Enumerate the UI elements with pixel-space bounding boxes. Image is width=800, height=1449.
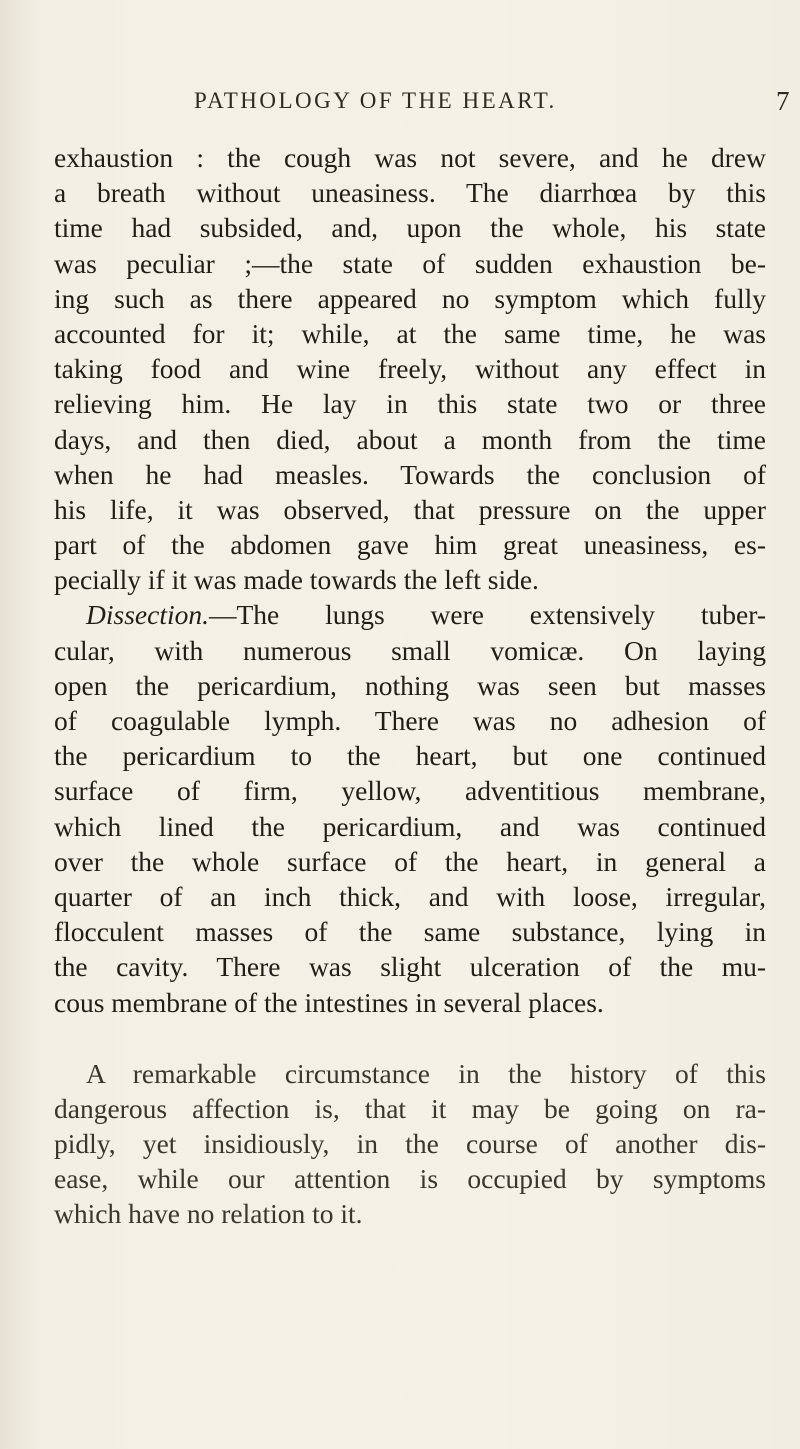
- text-line: when he had measles. Towards the conclusion of: [54, 458, 766, 490]
- text-line: which lined the pericardium, and was continued: [54, 810, 766, 842]
- text-line: quarter of an inch thick, and with loose, irregular,: [54, 880, 766, 912]
- text-line: cular, with numerous small vomicæ. On laying: [54, 634, 766, 666]
- text-line: A remarkable circumstance in the history of this: [86, 1057, 766, 1089]
- body-text: [54, 140, 766, 1232]
- text-line: was peculiar ;—the state of sudden exhaustion be-: [54, 247, 766, 279]
- text-line: days, and then died, about a month from the time: [54, 423, 766, 455]
- text-line: his life, it was observed, that pressure on the upper: [54, 493, 766, 525]
- text-line: ing such as there appeared no symptom which fully: [54, 282, 766, 314]
- text-line: part of the abdomen gave him great uneasiness, es-: [54, 529, 766, 561]
- text-line: open the pericardium, nothing was seen but masses: [54, 669, 766, 701]
- running-title: PATHOLOGY OF THE HEART.: [194, 88, 557, 113]
- text-line: of coagulable lymph. There was no adhesion of: [54, 705, 766, 736]
- text-line: over the whole surface of the heart, in general a: [54, 845, 766, 877]
- text-line: accounted for it; while, at the same time, he was: [54, 317, 766, 349]
- dissection-first-line: —The lungs were extensively tuber-: [208, 599, 766, 631]
- text-line: the cavity. There was slight ulceration of the mu-: [54, 951, 766, 983]
- text-line: flocculent masses of the same substance, lying in: [54, 916, 766, 948]
- text-line: cous membrane of the intestines in several places.: [54, 986, 604, 1018]
- text-line: relieving him. He lay in this state two or three: [54, 388, 766, 420]
- text-line: which have no relation to it.: [54, 1198, 363, 1230]
- paragraph-remark: [54, 1056, 766, 1232]
- text-line: exhaustion : the cough was not severe, and he drew: [54, 142, 766, 173]
- text-line: surface of firm, yellow, adventitious membrane,: [54, 775, 766, 807]
- text-line: the pericardium to the heart, but one continued: [54, 740, 766, 772]
- text-line: taking food and wine freely, without any effect in: [54, 353, 766, 385]
- paragraph-dissection: [54, 597, 766, 1019]
- text-line: dangerous affection is, that it may be going on ra-: [54, 1092, 766, 1124]
- text-line: pidly, yet insidiously, in the course of another dis-: [54, 1128, 766, 1160]
- text-line: time had subsided, and, upon the whole, his state: [54, 212, 766, 244]
- text-line: [54, 597, 766, 632]
- page-number: 7: [776, 86, 790, 116]
- text-line: a breath without uneasiness. The diarrhœa by this: [54, 177, 766, 209]
- text-line: ease, while our attention is occupied by symptoms: [54, 1163, 766, 1195]
- dissection-heading: Dissection.: [86, 599, 209, 631]
- paragraph-spacer: [54, 1020, 766, 1056]
- text-line: pecially if it was made towards the left side.: [54, 564, 539, 596]
- running-head: [0, 88, 800, 128]
- paragraph-case-history: [54, 140, 766, 597]
